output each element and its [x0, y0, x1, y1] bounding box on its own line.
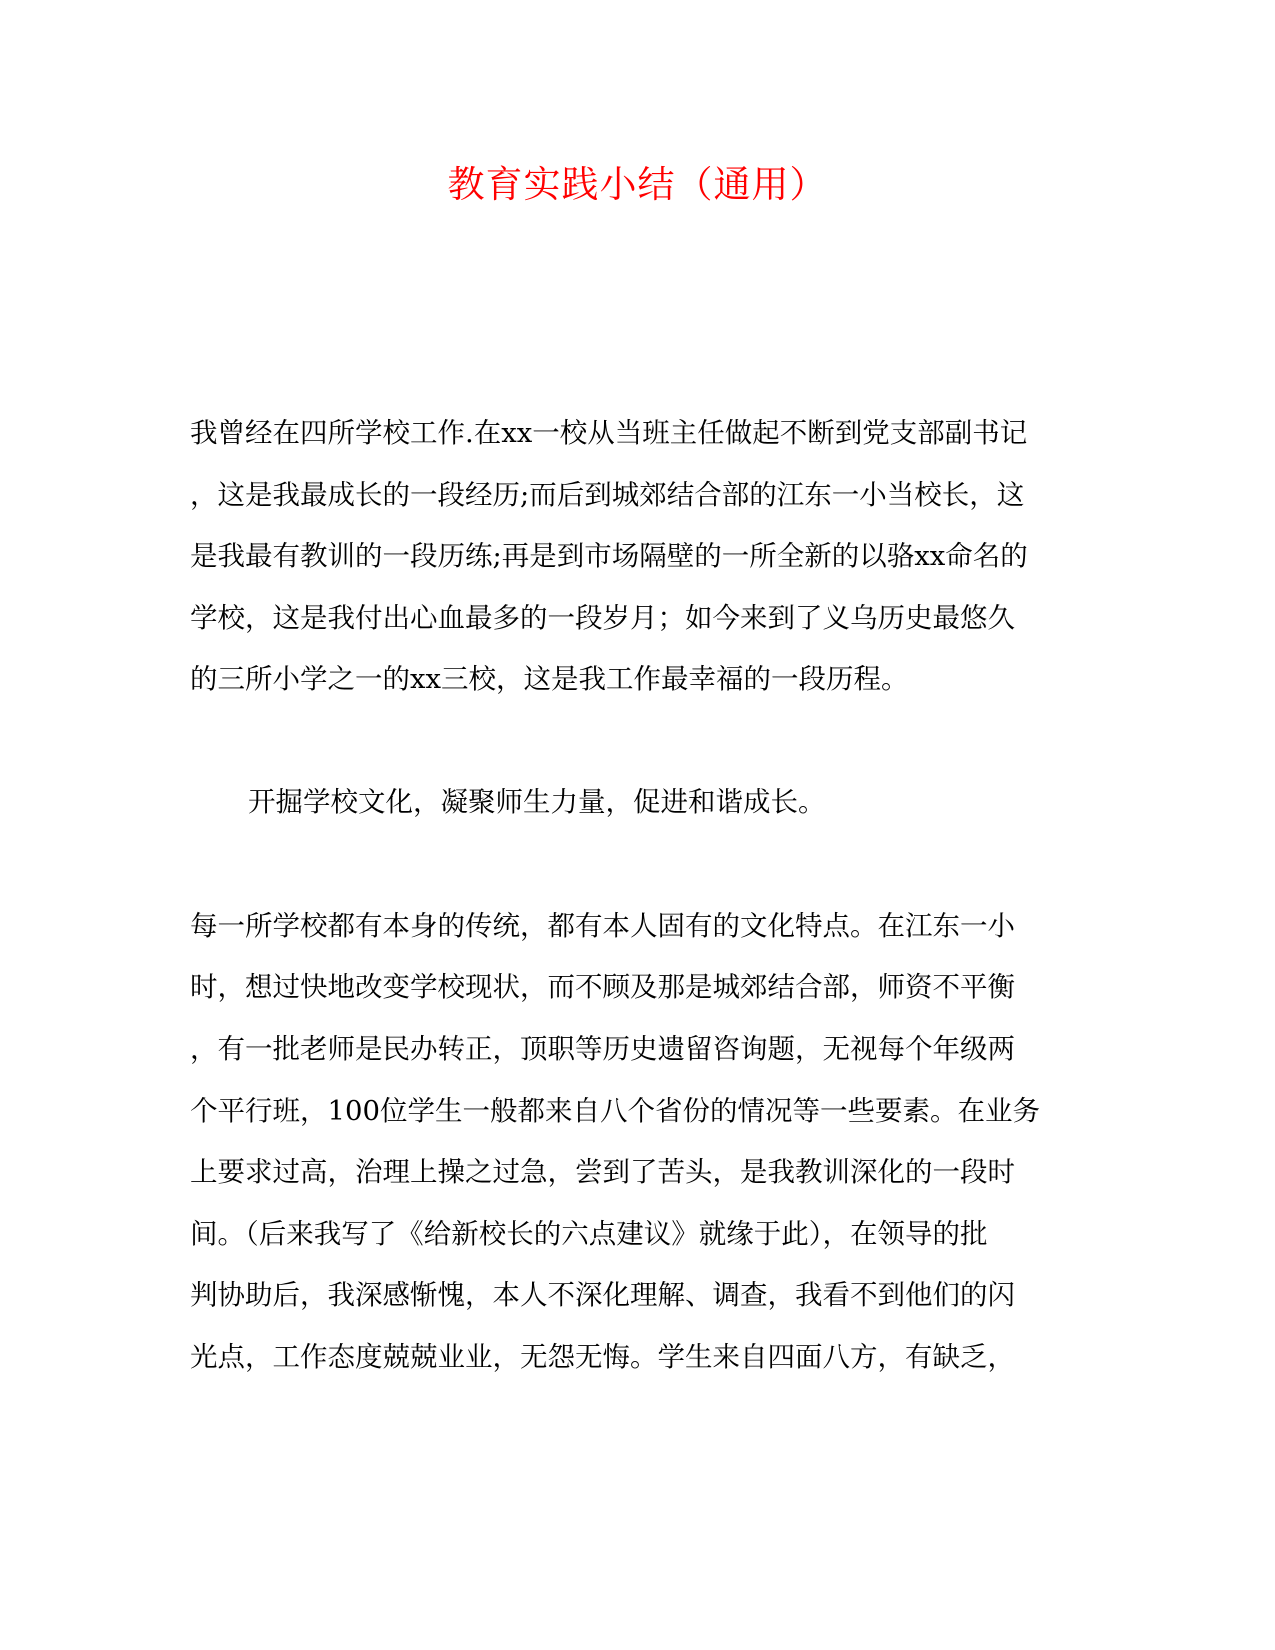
paragraph-line: ，这是我最成长的一段经历;而后到城郊结合部的江东一小当校长，这 [190, 479, 1025, 511]
paragraph-line: 光点，工作态度兢兢业业，无怨无悔。学生来自四面八方，有缺乏， [190, 1341, 1015, 1373]
paragraph-line: 我曾经在四所学校工作.在xx一校从当班主任做起不断到党支部副书记 [190, 417, 1028, 449]
paragraph-line: 是我最有教训的一段历练;再是到市场隔壁的一所全新的以骆xx命名的 [190, 540, 1028, 572]
paragraph-line: 个平行班，100位学生一般都来自八个省份的情况等一些要素。在业务 [190, 1095, 1040, 1127]
document-title: 教育实践小结（通用） [447, 163, 828, 206]
paragraph-line: 间。（后来我写了《给新校长的六点建议》就缘于此），在领导的批 [190, 1218, 988, 1250]
paragraph-line: 学校，这是我付出心血最多的一段岁月；如今来到了义乌历史最悠久 [190, 602, 1015, 634]
paragraph-line: 每一所学校都有本身的传统，都有本人固有的文化特点。在江东一小 [190, 910, 1015, 942]
paragraph-line: 的三所小学之一的xx三校，这是我工作最幸福的一段历程。 [190, 663, 909, 695]
paragraph-line: 判协助后，我深感惭愧，本人不深化理解、调查，我看不到他们的闪 [190, 1279, 1015, 1311]
paragraph-line: 上要求过高，治理上操之过急，尝到了苦头，是我教训深化的一段时 [190, 1156, 1015, 1188]
paragraph-line: 开掘学校文化，凝聚师生力量，促进和谐成长。 [248, 786, 826, 818]
paragraph-line: 时，想过快地改变学校现状，而不顾及那是城郊结合部，师资不平衡 [190, 971, 1015, 1003]
paragraph-line: ，有一批老师是民办转正，顶职等历史遗留咨询题，无视每个年级两 [190, 1033, 1015, 1065]
